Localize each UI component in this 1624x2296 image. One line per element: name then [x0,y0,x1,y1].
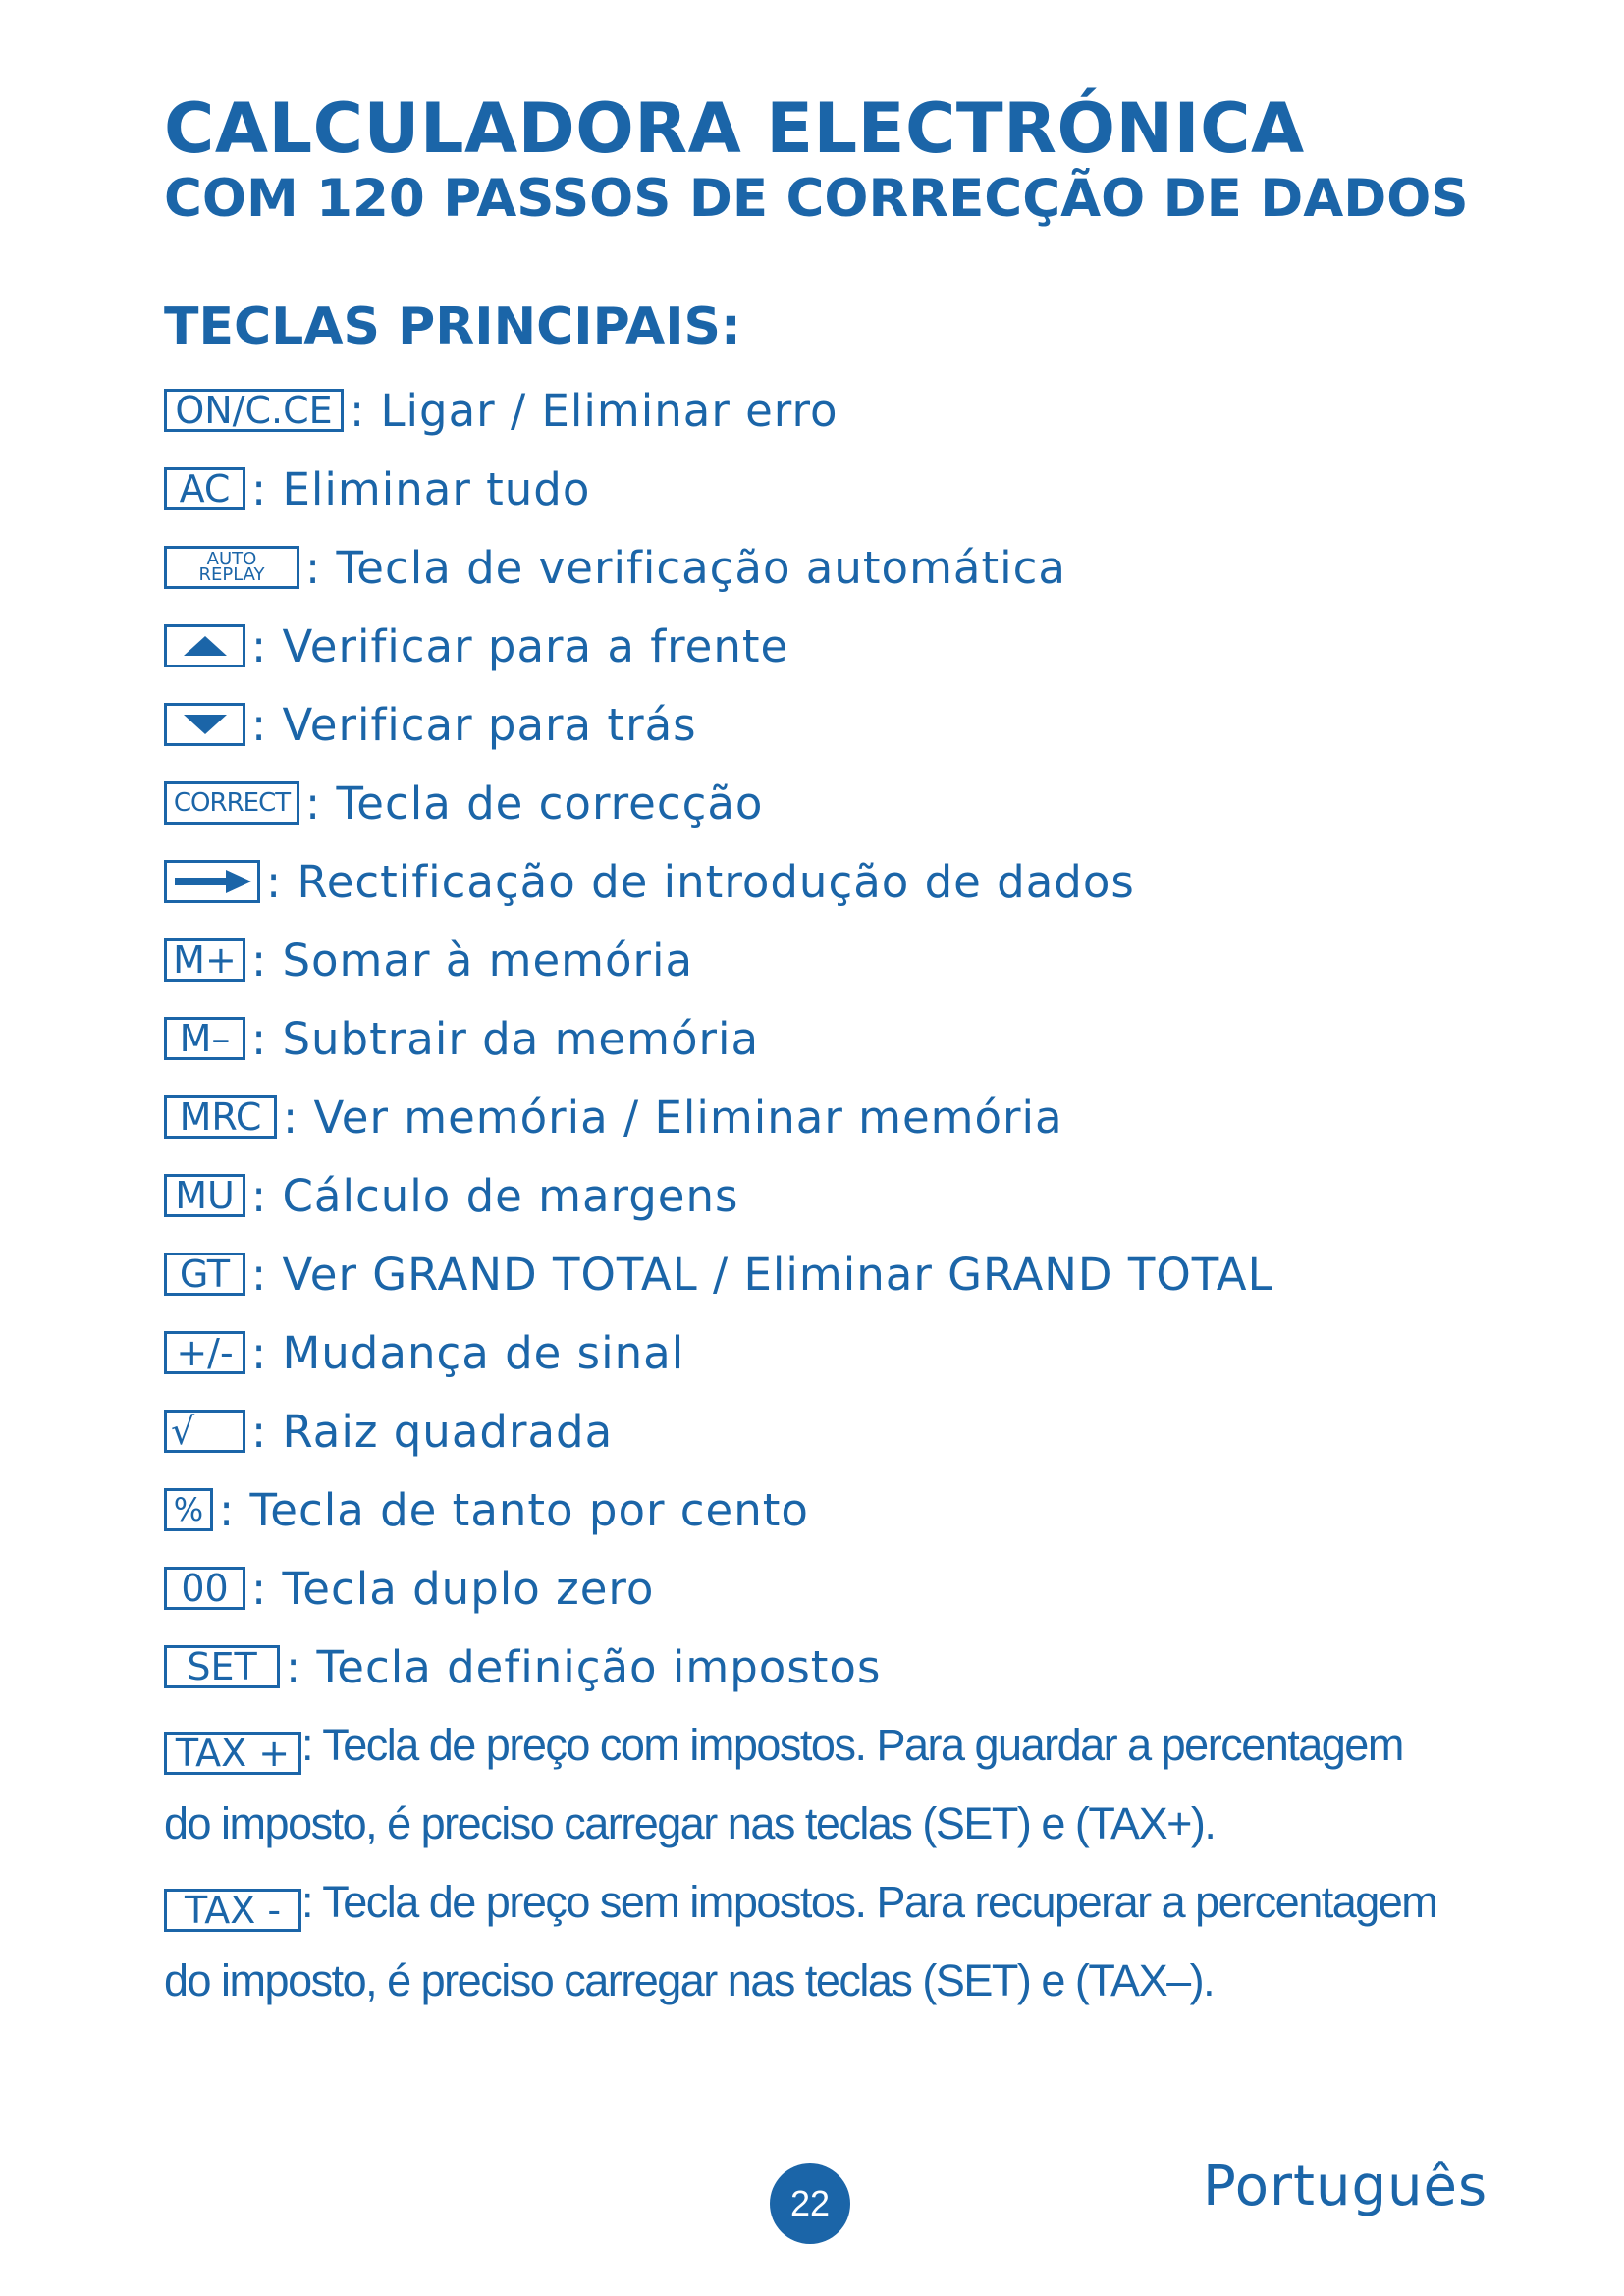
key-gt: GT [164,1253,245,1296]
key-desc-continued: do imposto, é preciso carregar nas teclas (SET) e (TAX+). [164,1798,1216,1848]
right-arrow-icon [171,868,253,895]
key-on-cce: ON/C.CE [164,389,344,432]
down-arrow-icon [181,713,230,736]
key-plus-minus: +/- [164,1331,245,1374]
key-item-auto-replay [164,528,1499,607]
key-item-right [164,842,1499,921]
key-up [164,624,245,667]
key-item-down [164,685,1499,764]
key-item-sqrt [164,1392,1499,1470]
key-item-ac [164,450,1499,528]
key-desc: : Somar à memória [251,934,694,987]
language-label: Português [1203,2155,1489,2218]
key-item-set [164,1628,1499,1706]
key-item-plus-minus [164,1313,1499,1392]
key-item-on-cce [164,371,1499,450]
key-desc-continued: do imposto, é preciso carregar nas teclas (SET) e (TAX–). [164,1955,1215,2005]
key-desc: : Tecla de tanto por cento [219,1483,809,1536]
key-desc: : Tecla de preço com impostos. Para guardar a percentagem [301,1720,1403,1770]
key-mu: MU [164,1174,245,1217]
key-desc: : Mudança de sinal [251,1326,685,1379]
page-title: CALCULADORA ELECTRÓNICA [164,88,1305,169]
key-tax-minus: TAX - [164,1889,301,1932]
key-item-m-plus [164,921,1499,999]
key-item-m-minus [164,999,1499,1078]
page-subtitle: COM 120 PASSOS DE CORRECÇÃO DE DADOS [164,169,1469,229]
key-desc: : Subtrair da memória [251,1012,760,1065]
key-m-minus: M– [164,1017,245,1060]
key-desc: : Cálculo de margens [251,1169,739,1222]
key-tax-plus: TAX + [164,1732,301,1775]
key-double-zero: 00 [164,1567,245,1610]
key-set: SET [164,1645,280,1688]
key-desc: : Ver GRAND TOTAL / Eliminar GRAND TOTAL [251,1248,1273,1301]
key-item-percent [164,1470,1499,1549]
key-item-mu [164,1156,1499,1235]
key-item-tax-plus [164,1706,1499,1863]
key-line: REPLAY [198,564,265,585]
key-item-tax-minus [164,1863,1499,2020]
key-desc: : Raiz quadrada [251,1405,614,1458]
key-ac: AC [164,467,245,510]
key-sqrt: √ [164,1410,245,1453]
key-item-correct [164,764,1499,842]
key-desc: : Verificar para trás [251,698,697,751]
key-mrc: MRC [164,1095,277,1139]
section-heading: TECLAS PRINCIPAIS: [164,297,741,356]
key-desc: : Tecla definição impostos [286,1640,882,1693]
key-auto-replay [164,546,299,589]
key-right [164,860,260,903]
key-percent: % [164,1488,213,1531]
key-m-plus: M+ [164,938,245,982]
key-desc: : Tecla de verificação automática [305,541,1066,594]
key-desc: : Tecla de preço sem impostos. Para recuperar a percentagem [301,1877,1437,1927]
key-item-gt [164,1235,1499,1313]
key-desc: : Tecla de correcção [305,776,764,829]
up-arrow-icon [181,634,230,658]
key-line: AUTO [206,549,257,569]
key-desc: : Eliminar tudo [251,462,591,515]
key-desc: : Ligar / Eliminar erro [350,384,839,437]
key-desc: : Tecla duplo zero [251,1562,655,1615]
key-desc: : Ver memória / Eliminar memória [283,1091,1063,1144]
key-correct: CORRECT [164,781,299,825]
key-down [164,703,245,746]
key-list [164,371,1499,2020]
page-number-badge: 22 [770,2163,850,2244]
key-desc: : Verificar para a frente [251,619,789,672]
key-item-up [164,607,1499,685]
key-item-mrc [164,1078,1499,1156]
key-desc: : Rectificação de introdução de dados [266,855,1135,908]
key-item-double-zero [164,1549,1499,1628]
